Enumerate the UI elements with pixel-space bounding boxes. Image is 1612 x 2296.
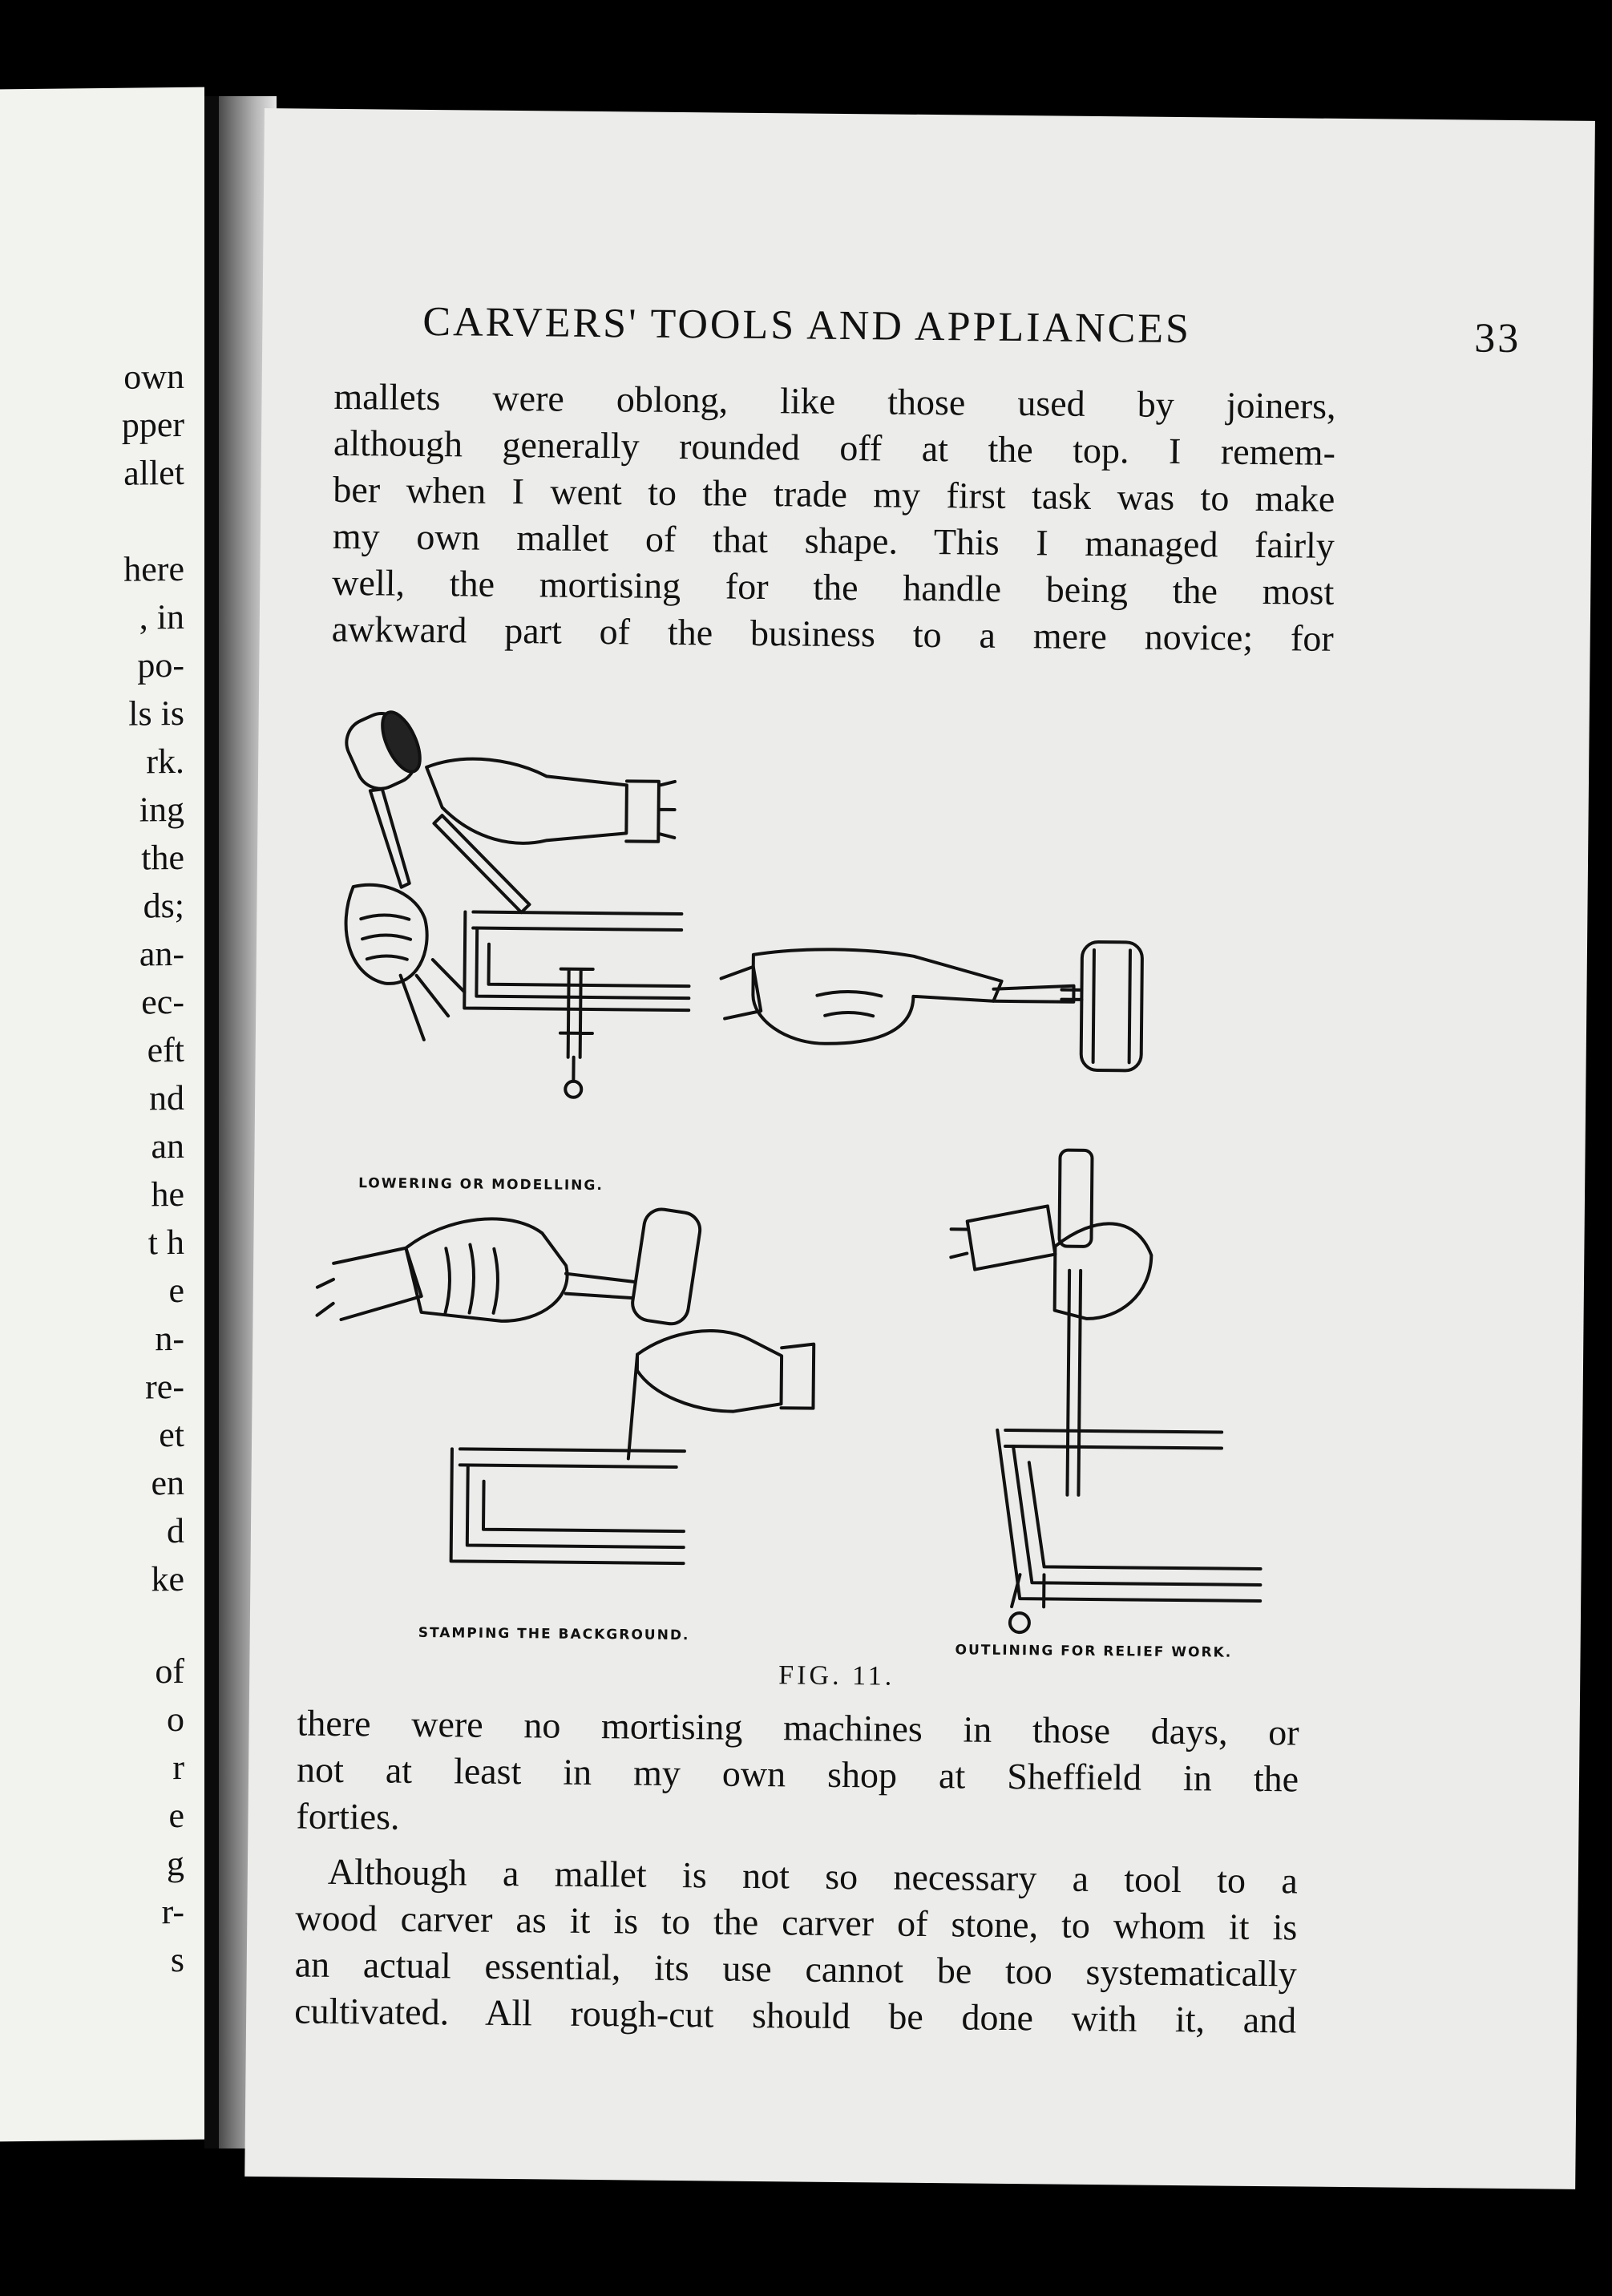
running-head: [422, 298, 1521, 362]
book-page: [244, 108, 1595, 2189]
text-line: not at least in my own shop at Sheffield in the: [296, 1748, 1299, 1800]
text-line: well, the mortising for the handle being the most: [332, 561, 1335, 612]
left-page-text-fragment: g: [167, 1843, 184, 1884]
left-page-text-fragment: an-: [139, 933, 184, 974]
paragraph-bottom-2: [294, 1848, 1298, 2043]
caption-outlining: OUTLINING FOR RELIEF WORK.: [955, 1642, 1233, 1661]
left-page-text-fragment: e: [168, 1270, 184, 1311]
text-line: wood carver as it is to the carver of stone, to whom it is: [295, 1897, 1298, 1948]
page-number: 33: [1474, 315, 1521, 362]
text-line: although generally rounded off at the top. I remem-: [333, 422, 1336, 473]
gutter-edge: [204, 96, 219, 2148]
text-line: mallets were oblong, like those used by joiners,: [333, 375, 1336, 426]
left-page-text-fragment: r-: [161, 1891, 184, 1932]
text-line: cultivated. All rough-cut should be done with it, and: [293, 1990, 1297, 2041]
stamping-illustration: [315, 1204, 815, 1565]
text-line: Although a mallet is not so necessary a tool to a: [327, 1850, 1299, 1902]
running-head-title: CARVERS' TOOLS AND APPLIANCES: [422, 298, 1192, 353]
left-page-text-fragment: an: [151, 1126, 184, 1166]
figure-label: FIG. 11.: [778, 1660, 895, 1692]
caption-stamping: STAMPING THE BACKGROUND.: [418, 1624, 690, 1644]
pushing-illustration: [721, 939, 1143, 1071]
left-page-text-fragment: e: [168, 1795, 184, 1836]
left-page-text-fragment: ing: [139, 789, 184, 830]
left-page-text-fragment: n-: [155, 1318, 184, 1359]
left-page-text-fragment: ke: [151, 1558, 184, 1599]
left-page-text-fragment: eft: [147, 1029, 184, 1070]
text-line: my own mallet of that shape. This I managed fairly: [332, 515, 1335, 566]
left-page-text-fragment: he: [151, 1174, 184, 1215]
lowering-illustration: [335, 702, 692, 1098]
outlining-illustration: [947, 1149, 1265, 1635]
left-page-text-fragment: allet: [123, 452, 184, 493]
left-page-text-fragment: ds;: [143, 885, 184, 926]
figure-11: [297, 686, 1341, 1706]
left-page-text-fragment: o: [167, 1699, 184, 1740]
text-line: awkward part of the business to a mere novice; for: [331, 608, 1334, 659]
left-page-text-fragment: pper: [121, 404, 184, 445]
left-page-text-fragment: ec-: [141, 981, 184, 1022]
left-page-text-fragment: s: [170, 1939, 184, 1980]
left-page-text-fragment: , in: [139, 596, 184, 637]
paragraph-bottom-1: [296, 1700, 1299, 1849]
left-page-text-fragment: re-: [145, 1366, 184, 1407]
left-page-text-fragment: nd: [149, 1077, 184, 1118]
left-page-text-fragment: here: [123, 548, 184, 589]
left-page-text-fragment: en: [151, 1462, 184, 1503]
left-page-text-fragment: own: [123, 356, 184, 397]
left-page-text-fragment: t h: [147, 1222, 184, 1263]
left-page-text-fragment: rk.: [146, 741, 184, 782]
left-page-text-fragment: r: [172, 1747, 184, 1788]
text-line: an actual essential, its use cannot be too systematically: [294, 1943, 1297, 1995]
left-page-text-fragment: of: [155, 1651, 184, 1692]
left-page-fragment: [0, 87, 204, 2142]
carving-illustration: [297, 686, 1341, 1706]
left-page-text-fragment: po-: [137, 645, 184, 685]
text-line: ber when I went to the trade my first task was to make: [333, 468, 1335, 519]
paragraph-top: [331, 374, 1335, 662]
caption-lowering: LOWERING OR MODELLING.: [358, 1175, 604, 1194]
left-page-text-fragment: d: [167, 1510, 184, 1551]
left-page-text-fragment: ls is: [128, 693, 184, 734]
left-page-text-fragment: the: [141, 837, 184, 878]
left-page-text-fragment: et: [159, 1414, 184, 1455]
text-line: forties.: [296, 1795, 400, 1837]
text-line: there were no mortising machines in those days, or: [297, 1702, 1299, 1753]
